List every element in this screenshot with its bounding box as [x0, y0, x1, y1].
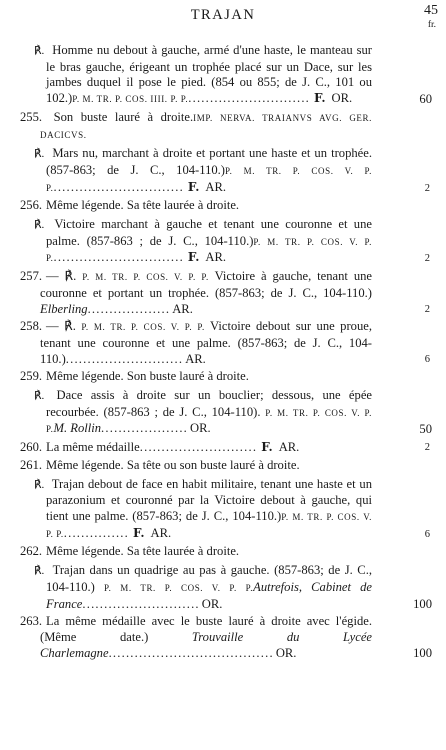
- entry-text: Victoire marchant à gauche et tenant une couronne et une palme. (857-863 ; de J. C., 104-110.): [46, 217, 372, 248]
- reverse-description: [0, 563, 446, 612]
- metal-code: AR.: [185, 351, 206, 366]
- rarity-mark: F.: [187, 179, 200, 194]
- leader-dots: ....................: [101, 421, 189, 436]
- entry-number: 261.: [20, 457, 43, 472]
- metal-code: AR.: [278, 440, 300, 455]
- price-value: 100: [413, 645, 432, 660]
- entry-text: — ℟.: [46, 269, 83, 284]
- entry-text: La même médaille: [46, 440, 140, 455]
- leader-dots: ......................................: [108, 645, 274, 660]
- price-value: 2: [424, 442, 430, 454]
- rarity-mark: F.: [187, 250, 200, 265]
- obverse-entry: [0, 440, 446, 456]
- leader-dots: ...........................: [65, 351, 184, 366]
- entry-text: Même légende. Son buste lauré à droite.: [46, 369, 249, 384]
- provenance-note: Elberling: [40, 301, 88, 316]
- entry-text: Dace assis à droite sur un bouclier; dessous, une épée recourbée. (857-863 ; de J. C., 104-110).: [46, 388, 372, 419]
- catalogue-entries: [0, 40, 446, 661]
- obverse-entry: [0, 319, 446, 367]
- reverse-symbol: ℟.: [34, 219, 45, 232]
- reverse-description: [0, 146, 446, 196]
- reverse-description: [0, 477, 446, 543]
- entry-text: Victoire debout sur une proue, tenant une couronne et une palme. (857-863; de J. C., 104-110.): [40, 319, 373, 366]
- entry-text: Mars nu, marchant à droite et portant une haste et un trophée. (857-863; de J. C., 104-110.): [46, 146, 372, 177]
- entry-text: Homme nu debout à gauche, armé d'une haste, le manteau sur le bras gauche, érigeant un trophée placé sur un Dace, sur les jambes duquel il pose le pied. (854 ou 855; de J. C., 101 ou 102.): [46, 43, 372, 106]
- metal-code: AR.: [205, 250, 227, 265]
- entry-text: Son buste lauré à droite.: [46, 109, 194, 124]
- obverse-entry: [0, 614, 446, 661]
- provenance-note: M. Rollin: [53, 421, 102, 436]
- price-value: 60: [419, 92, 432, 107]
- reverse-symbol: ℟.: [34, 565, 45, 578]
- entry-number: 259.: [20, 369, 43, 384]
- entry-text: Trajan debout de face en habit militaire, tenant une haste et un parazonium et couronné par la Victoire debout à gauche, qui tient une palme. (857-863; de J. C., 104-110.): [46, 476, 372, 523]
- leader-dots: ............................: [188, 91, 311, 106]
- legend-inscription: P. M. TR. P. COS. V. P. P.: [46, 236, 372, 264]
- legend-inscription: IMP. NERVA. TRAIANVS AVG. GER. DACICVS.: [40, 112, 372, 140]
- entry-text: Victoire à gauche, tenant une couronne et portant un trophée. (857-863; de J. C., 104-110.): [40, 269, 373, 300]
- price-value: 2: [424, 303, 430, 315]
- reverse-symbol: ℟.: [34, 45, 45, 57]
- metal-code: OR.: [275, 645, 297, 660]
- reverse-description: [0, 217, 446, 267]
- reverse-description: [0, 388, 446, 438]
- legend-inscription: P. M. TR. P. COS. IIII. P. P.: [72, 94, 189, 105]
- leader-dots: ...........................: [82, 596, 200, 611]
- entry-text: Trajan dans un quadrige au pas à gauche. (857-863; de J. C., 104-110.): [46, 563, 372, 594]
- price-value: 2: [424, 182, 430, 194]
- leader-dots: ...........................: [139, 440, 258, 455]
- obverse-entry: [0, 544, 446, 560]
- entry-number: 256.: [20, 198, 43, 213]
- entry-text: Même légende. Sa tête ou son buste lauré à droite.: [46, 457, 300, 472]
- price-value: 2: [424, 253, 430, 265]
- legend-inscription: P. M. TR. P. COS. V. P. P.: [46, 407, 372, 435]
- rarity-mark: F.: [133, 525, 145, 540]
- obverse-entry: [0, 369, 446, 385]
- running-title: TRAJAN: [190, 7, 256, 23]
- price-value: 6: [424, 528, 430, 540]
- entry-number: 260.: [20, 440, 43, 455]
- leader-dots: ..............................: [53, 179, 184, 194]
- entry-number: 257.: [20, 269, 43, 284]
- leader-dots: ..............................: [53, 250, 184, 265]
- legend-inscription: P. M. TR. P. COS. V. P. P.: [81, 322, 205, 333]
- metal-code: AR.: [172, 301, 193, 316]
- price-value: 50: [419, 422, 432, 437]
- metal-code: OR.: [331, 91, 353, 106]
- legend-inscription: P. M. TR. P. COS. V. P. P.: [46, 165, 372, 193]
- leader-dots: ...................: [87, 301, 171, 316]
- entry-text: — ℟.: [46, 319, 82, 334]
- reverse-symbol: ℟.: [34, 148, 45, 161]
- obverse-entry: [0, 110, 446, 143]
- legend-inscription: P. M. TR. P. COS. V. P. P.: [46, 511, 372, 539]
- obverse-entry: [0, 458, 446, 474]
- obverse-entry: [0, 269, 446, 317]
- rarity-mark: F.: [261, 440, 273, 455]
- entry-number: 255.: [20, 109, 43, 124]
- entry-number: 262.: [20, 544, 43, 559]
- metal-code: AR.: [205, 179, 227, 194]
- price-column-unit: fr.: [427, 20, 436, 30]
- leader-dots: ...............: [63, 525, 129, 540]
- provenance-note: Autrefois, Cabinet de France: [46, 579, 373, 611]
- rarity-mark: F.: [314, 91, 326, 106]
- metal-code: OR.: [201, 596, 223, 611]
- legend-inscription: P. M. TR. P. COS. V. P. P.: [82, 272, 209, 283]
- entry-number: 263.: [20, 614, 43, 629]
- reverse-description: [0, 43, 446, 108]
- metal-code: AR.: [150, 525, 172, 540]
- price-value: 100: [413, 596, 432, 611]
- entry-text: La même médaille avec le buste lauré à droite avec l'égide. (Même date.): [40, 614, 372, 644]
- entry-text: Même légende. Sa tête laurée à droite.: [46, 544, 240, 559]
- entry-text: Même légende. Sa tête laurée à droite.: [46, 198, 240, 213]
- reverse-symbol: ℟.: [34, 390, 45, 403]
- metal-code: OR.: [190, 421, 211, 436]
- reverse-symbol: ℟.: [34, 478, 45, 491]
- legend-inscription: P. M. TR. P. COS. V. P. P.: [103, 582, 254, 593]
- entry-number: 258.: [20, 319, 43, 334]
- provenance-note: Trouvaille du Lycée Charlemagne: [40, 629, 373, 660]
- page-number: 45: [424, 3, 438, 18]
- price-value: 6: [424, 353, 430, 365]
- obverse-entry: [0, 198, 446, 214]
